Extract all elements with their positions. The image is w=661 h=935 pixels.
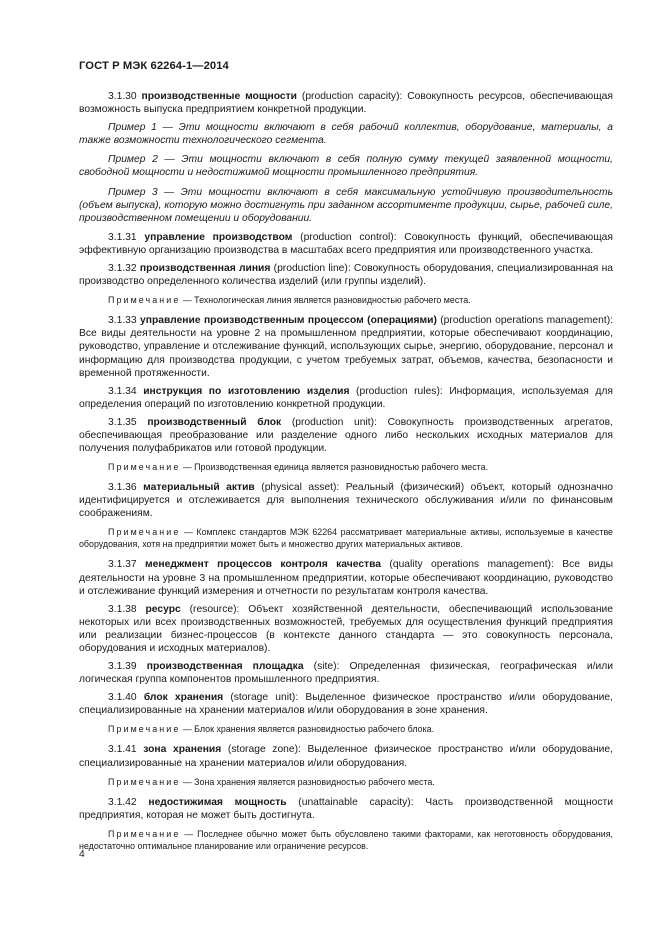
document-body	[79, 90, 613, 860]
document-header: ГОСТ Р МЭК 62264-1—2014	[79, 60, 229, 72]
example-label: Пример 2 —	[108, 154, 182, 166]
term-number: 3.1.37	[108, 559, 137, 571]
term-definition-text: (production control): Совокупность функций, обеспечивающая эффективную организацию производства в масштабах всего предприятия или производственного участка.	[79, 231, 613, 256]
term-name: блок хранения	[143, 692, 224, 704]
term-definition	[79, 660, 613, 686]
term-definition	[79, 385, 613, 411]
term-definition	[79, 231, 613, 257]
term-definition-text: (quality operations management): Все виды деятельности на уровне 3 на промышленном предприятии, которые обеспечивают координацию, руководство и отслеживание функций измерения и отчетности по результатам контроля качества.	[79, 559, 613, 597]
term-definition-text: (production line): Совокупность оборудования, специализированная на производство определенного количества изделий (или группы изделий).	[79, 263, 613, 288]
term-definition	[79, 603, 613, 655]
note-text: — Последнее обычно может быть обусловлено такими факторами, как неготовность оборудования, недостаточно оптимальное планирование или ограничение ресурсов.	[79, 828, 613, 851]
term-name: производственные мощности	[141, 91, 297, 102]
term-definition	[79, 558, 613, 597]
example-paragraph	[79, 186, 613, 225]
term-definition	[79, 262, 613, 288]
term-name: управление производственным процессом (операциями)	[140, 315, 437, 327]
note-label: Примечание	[108, 527, 181, 538]
term-definition-text: (production operations management): Все виды деятельности на уровне 2 на промышленном предприятии, которые обеспечивают координацию, руководство, управление и отслеживание функций, использующих сырье, энергию, оборудование, персонал и информацию для производства продукции, с учетом требуемых затрат, объемов, качества, безопасности и временной протяженности.	[79, 315, 613, 379]
note-paragraph	[79, 776, 613, 788]
note-text: — Комплекс стандартов МЭК 62264 рассматривает материальные активы, используемые в качестве оборудования, хотя на предприятии может быть и множество других материальных активов.	[79, 527, 613, 550]
example-paragraph	[79, 121, 613, 147]
term-number: 3.1.41	[108, 744, 137, 756]
example-text: Эти мощности включают в себя рабочий коллектив, оборудование, материалы, а также возможности технологического сегмента.	[79, 122, 613, 147]
term-number: 3.1.40	[108, 692, 137, 704]
term-definition-text: (storage zone): Выделенное физическое пространство и/или оборудование, специализированные на хранении материалов и/или оборудования.	[79, 744, 613, 769]
example-label: Пример 1 —	[108, 122, 179, 134]
term-definition-text: (site): Определенная физическая, географическая и/или логическая группа компонентов промышленного предприятия.	[79, 661, 613, 686]
term-number: 3.1.31	[108, 231, 137, 243]
term-name: зона хранения	[143, 744, 222, 756]
term-definition-text: (production rules): Информация, используемая для определения операций по изготовлению конкретной продукции.	[79, 385, 613, 410]
term-name: производственная линия	[139, 263, 271, 275]
note-paragraph	[79, 526, 613, 550]
term-name: управление производством	[144, 231, 293, 243]
term-definition-text: (physical asset): Реальный (физический) объект, который однозначно идентифицируется и отслеживается для выполнения технического обслуживания и/или по финансовым соображениям.	[79, 482, 613, 520]
term-number: 3.1.33	[108, 315, 137, 327]
term-definition	[79, 481, 613, 520]
note-text: — Технологическая линия является разновидностью рабочего места.	[180, 295, 471, 306]
note-label: Примечание	[108, 776, 181, 787]
example-label: Пример 3 —	[108, 186, 181, 198]
term-name: производственный блок	[147, 416, 282, 428]
example-paragraph	[79, 153, 613, 179]
note-label: Примечание	[108, 724, 181, 735]
term-number: 3.1.34	[108, 385, 137, 397]
term-definition-text: (unattainable capacity): Часть производственной мощности предприятия, которая не может быть достигнута.	[79, 796, 613, 821]
term-definition	[79, 691, 613, 717]
term-number: 3.1.32	[108, 263, 137, 275]
note-paragraph	[79, 294, 613, 306]
note-paragraph	[79, 461, 613, 473]
term-name: производственная площадка	[146, 661, 304, 673]
term-definition	[79, 743, 613, 769]
note-paragraph	[79, 723, 613, 735]
term-number: 3.1.42	[108, 796, 137, 808]
term-name: инструкция по изготовлению изделия	[143, 385, 350, 397]
term-definition-text: (production unit): Совокупность производственных агрегатов, обеспечивающая преобразование или разделение одного либо нескольких исходных материалов для получения полуфабрикатов или готовой продукции.	[79, 416, 613, 455]
example-text: Эти мощности включают в себя максимальную устойчивую производительность (объем выпуска), которую можно достигнуть при заданном ассортименте продукции, сырье, рабочей силе, производственном помещении и оборудовании.	[79, 186, 613, 224]
term-definition	[79, 796, 613, 822]
term-definition	[79, 90, 613, 116]
term-name: материальный актив	[143, 482, 255, 494]
note-text: — Производственная единица является разновидностью рабочего места.	[180, 462, 489, 473]
term-name: ресурс	[145, 603, 181, 615]
note-label: Примечание	[108, 828, 181, 839]
note-text: — Блок хранения является разновидностью рабочего блока.	[180, 724, 435, 735]
term-number: 3.1.36	[108, 482, 137, 494]
term-name: менеджмент процессов контроля качества	[145, 559, 382, 571]
term-number: 3.1.35	[108, 416, 137, 428]
term-definition-text: (production capacity): Совокупность ресурсов, обеспечивающая возможность выпуска предприятием конкретной продукции.	[79, 91, 613, 116]
note-text: — Зона хранения является разновидностью рабочего места.	[180, 776, 435, 787]
term-number: 3.1.30	[108, 91, 137, 102]
note-label: Примечание	[108, 462, 181, 473]
example-text: Эти мощности включают в себя полную сумму текущей заявленной мощности, свободной мощности и недостижимой мощности промышленного предприятия.	[79, 154, 613, 179]
term-definition-text: (resource): Объект хозяйственной деятельности, обеспечивающий использование некоторых или всех производственных возможностей, требуемых для осуществления функций предприятия или реализации бизнес-процессов (в контексте данного стандарта — это совокупность персонала, оборудования и исходных материалов).	[79, 603, 613, 654]
term-number: 3.1.39	[108, 661, 137, 673]
term-definition	[79, 314, 613, 379]
term-definition-text: (storage unit): Выделенное физическое пространство и/или оборудование, специализированные на хранении материалов и/или оборудования в зоне хранения.	[79, 692, 613, 717]
term-number: 3.1.38	[108, 603, 137, 615]
note-paragraph	[79, 828, 613, 852]
term-name: недостижимая мощность	[148, 796, 287, 808]
page-number: 4	[79, 849, 85, 860]
note-label: Примечание	[108, 295, 181, 306]
term-definition	[79, 416, 613, 455]
